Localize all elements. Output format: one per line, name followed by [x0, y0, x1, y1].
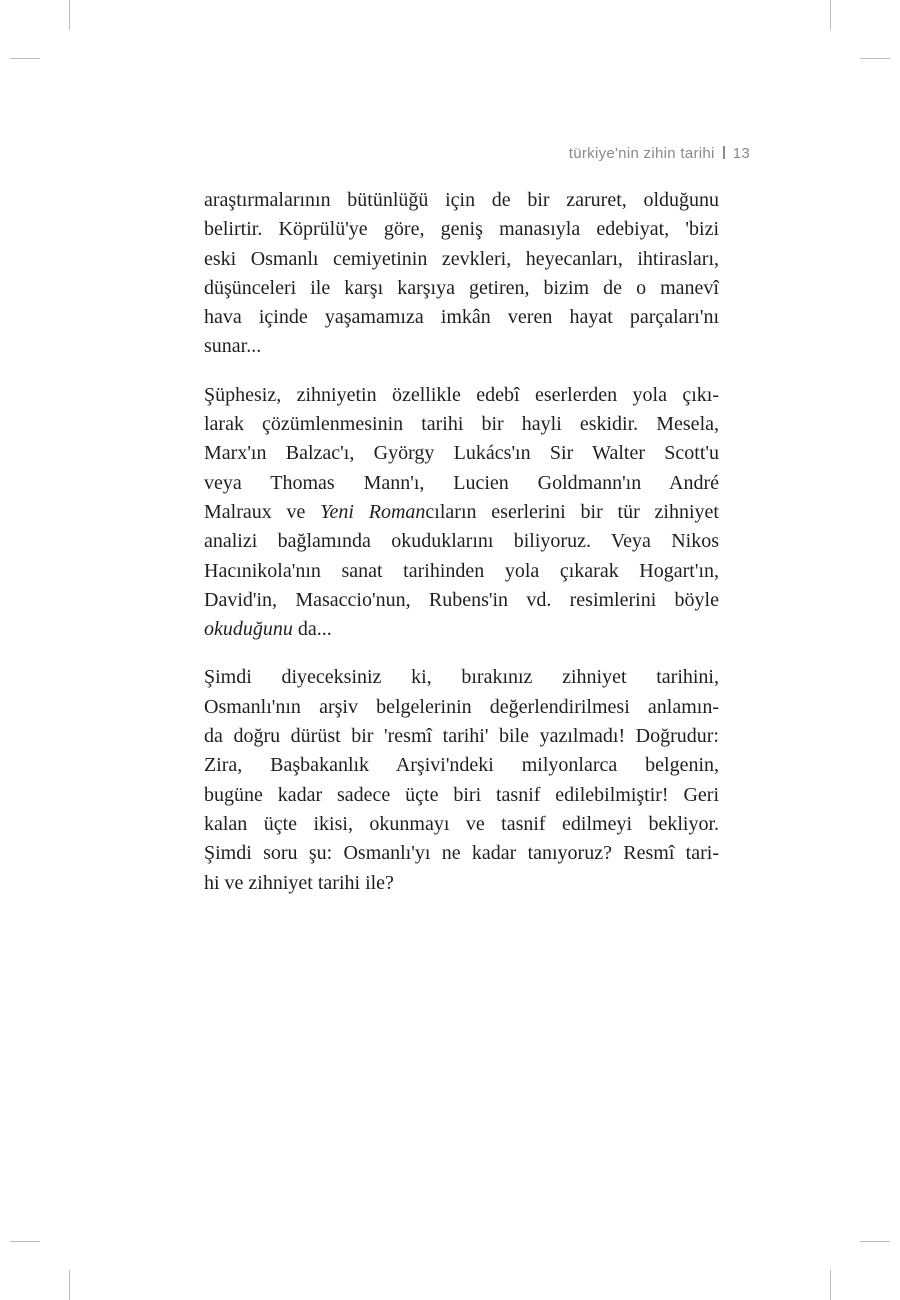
text-line: sunar...: [204, 335, 262, 358]
italic-term: okuduğunu: [204, 618, 293, 641]
text-line: kalan üçte ikisi, okunmayı ve tasnif edilmeyi bekliyor.: [204, 812, 719, 835]
crop-mark-top-left: [69, 0, 70, 30]
crop-mark-left-bottom: [10, 1241, 40, 1242]
text-line: analizi bağlamında okuduklarını biliyoruz. Veya Nikos: [204, 530, 719, 553]
text-line: Osmanlı'nın arşiv belgelerinin değerlendirilmesi anlamın-: [204, 695, 719, 718]
text-line: Şimdi diyeceksiniz ki, bırakınız zihniyet tarihini,: [204, 666, 719, 689]
text-line: araştırmalarının bütünlüğü için de bir zaruret, olduğunu: [204, 189, 719, 211]
text-line: belirtir. Köprülü'ye göre, geniş manasıyla edebiyat, 'bizi: [204, 218, 719, 241]
text-line: Marx'ın Balzac'ı, György Lukács'ın Sir Walter Scott'u: [204, 442, 719, 465]
text-line: hi ve zihniyet tarihi ile?: [204, 871, 394, 894]
text-line: hava içinde yaşamamıza imkân veren hayat parçaları'nı: [204, 306, 719, 329]
text-line: Şimdi soru şu: Osmanlı'yı ne kadar tanıyoruz? Resmî tari-: [204, 842, 719, 865]
text-line: larak çözümlenmesinin tarihi bir hayli eskidir. Mesela,: [204, 413, 719, 436]
paragraph: [204, 381, 719, 645]
paragraph: [204, 663, 719, 897]
text-line: Zira, Başbakanlık Arşivi'ndeki milyonlarca belgenin,: [204, 754, 719, 777]
crop-mark-right-top: [860, 58, 890, 59]
text-line: [204, 498, 719, 527]
text-line: veya Thomas Mann'ı, Lucien Goldmann'ın André: [204, 471, 719, 494]
crop-mark-top-right: [830, 0, 831, 30]
crop-mark-bottom-right: [830, 1270, 831, 1300]
text-segment: cıların eserlerini bir tür zihniyet: [425, 500, 719, 523]
crop-mark-bottom-left: [69, 1270, 70, 1300]
text-line: David'in, Masaccio'nun, Rubens'in vd. resimlerini böyle: [204, 588, 719, 611]
page-number: 13: [732, 145, 750, 162]
running-title: türkiye'nin zihin tarihi: [568, 145, 715, 162]
text-line: bugüne kadar sadece üçte biri tasnif edilebilmiştir! Geri: [204, 783, 719, 806]
text-line: [204, 615, 719, 644]
crop-mark-left-top: [10, 58, 40, 59]
text-line: eski Osmanlı cemiyetinin zevkleri, heyecanları, ihtirasları,: [204, 247, 719, 270]
text-segment: da...: [292, 618, 332, 641]
header-separator: [723, 146, 725, 159]
text-line: Hacınikola'nın sanat tarihinden yola çıkarak Hogart'ın,: [204, 559, 719, 582]
text-segment: Malraux ve: [204, 500, 321, 523]
body-text: [204, 186, 719, 917]
italic-term: Yeni Roman: [320, 500, 426, 523]
text-line: Şüphesiz, zihniyetin özellikle edebî eserlerden yola çıkı-: [204, 383, 719, 406]
text-line: düşünceleri ile karşı karşıya getiren, bizim de o manevî: [204, 276, 719, 299]
paragraph: [204, 186, 719, 362]
running-head: [569, 145, 750, 162]
crop-mark-right-bottom: [860, 1241, 890, 1242]
text-line: da doğru dürüst bir 'resmî tarihi' bile yazılmadı! Doğrudur:: [204, 725, 719, 748]
